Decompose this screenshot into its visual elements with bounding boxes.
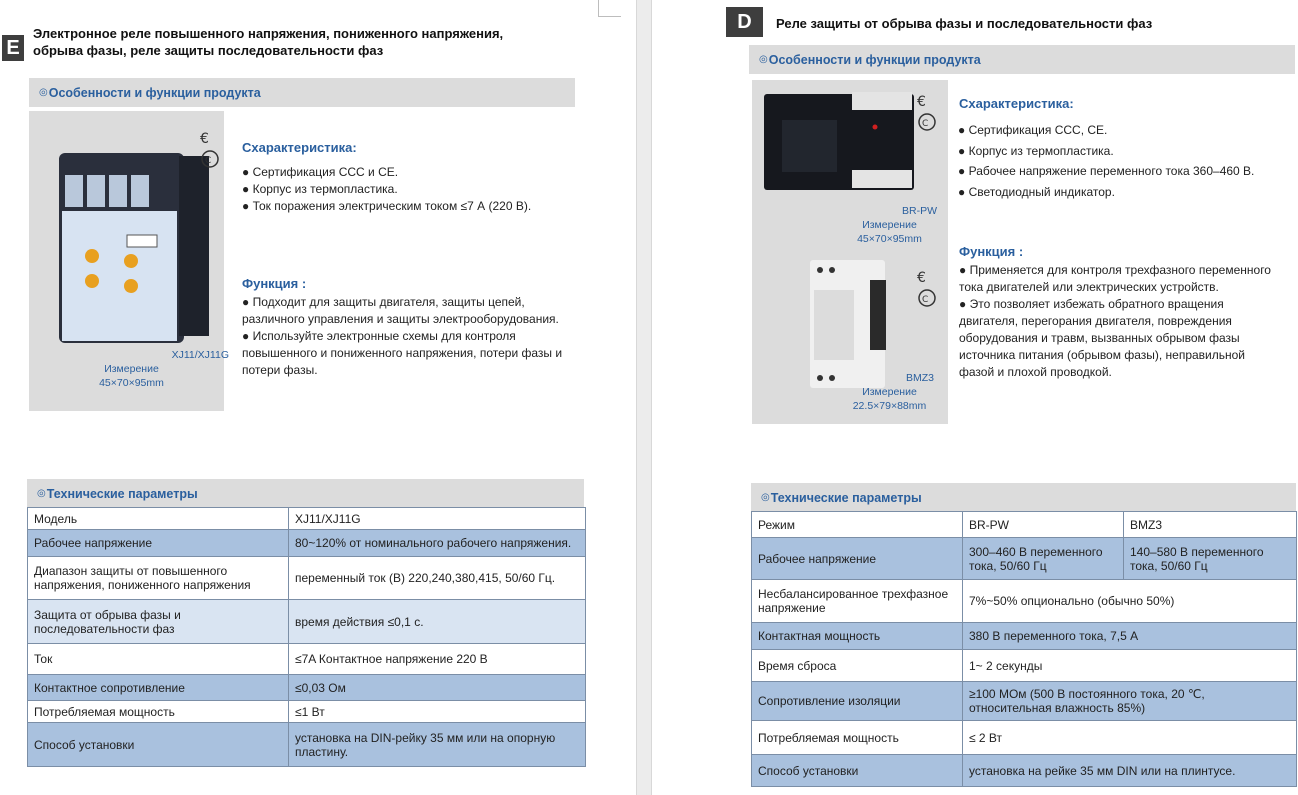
svg-text:C: C <box>205 156 212 166</box>
right-product2-dim-value: 22.5×79×88mm <box>852 400 927 412</box>
svg-text:C: C <box>922 119 929 129</box>
table-row: Несбалансированное трехфазное напряжение 7%~50% опционально (обычно 50%) <box>752 580 1297 623</box>
table-row: Сопротивление изоляции ≥100 МОм (500 В постоянного тока, 20 ℃, относительная влажность 85%) <box>752 682 1297 721</box>
table-row: Модель XJ11/XJ11G <box>28 508 586 530</box>
left-section-title: Электронное реле повышенного напряжения, пониженного напряжения, обрыва фазы, реле защиты последовательности фаз <box>33 26 504 58</box>
circle-mark-icon: ◎ <box>37 488 46 499</box>
table-row: Время сброса 1~ 2 секунды <box>752 650 1297 682</box>
section-badge-e: E <box>2 35 24 61</box>
right-section-title: Реле защиты от обрыва фазы и последовательности фаз <box>776 16 1153 31</box>
list-item: ● Рабочее напряжение переменного тока 360–460 В. <box>958 164 1255 178</box>
left-product-dim-value: 45×70×95mm <box>99 377 164 389</box>
right-function-text: ● Применяется для контроля трехфазного переменного тока двигателей или электрических устройств. ● Это позволяет избежать обратного вращения двигателя, перегорания двигателя, повреждения оборудования и травм, вызванных обрывом фазы источника питания (обрывом фазы), неправильной фазой и плохой проводкой. <box>959 263 1271 379</box>
table-row: Рабочее напряжение 300–460 В переменного тока, 50/60 Гц 140–580 В переменного тока, 50/60 Гц <box>752 538 1297 580</box>
right-function-heading: Функция : <box>959 244 1024 259</box>
left-product-dim-label: Измерение <box>104 363 159 375</box>
circle-mark-icon: ◎ <box>39 87 48 98</box>
ce-ccc-icon <box>199 127 221 173</box>
list-item: ● Светодиодный индикатор. <box>958 184 1115 199</box>
list-item: ● Ток поражения электрическим током ≤7 А (220 В). <box>242 199 532 213</box>
right-product2-dim-label: Измерение <box>862 386 917 398</box>
left-spec-table <box>27 507 586 767</box>
list-item: ● Сертификация CCC, CE. <box>958 123 1108 137</box>
svg-text:C: C <box>922 295 929 305</box>
page-gutter <box>636 0 652 795</box>
right-tech-band: ◎ Технические параметры <box>751 483 1296 512</box>
circle-mark-icon: ◎ <box>761 492 770 503</box>
list-item: ● Корпус из термопластика. <box>958 143 1114 158</box>
table-row: Потребляемая мощность ≤ 2 Вт <box>752 721 1297 755</box>
left-function-text: ● Подходит для защиты двигателя, защиты цепей, различного управления и защиты электрооборудования. ● Используйте электронные схемы для контроля повышенного и пониженного напряжения, потери фазы и потери фазы. <box>242 295 563 377</box>
right-features-band: ◎ Особенности и функции продукта <box>749 45 1295 74</box>
left-function-heading: Функция : <box>242 276 307 291</box>
right-spec-table <box>751 511 1297 787</box>
right-product2-model: BMZ3 <box>905 372 934 384</box>
svg-text:€: € <box>917 270 926 286</box>
svg-text:€: € <box>200 131 209 147</box>
left-characteristics-list <box>242 164 622 215</box>
left-features-band: ◎ Особенности и функции продукта <box>29 78 575 107</box>
table-row: Способ установки установка на рейке 35 мм DIN или на плинтусе. <box>752 755 1297 787</box>
svg-text:€: € <box>917 94 926 110</box>
table-row: Диапазон защиты от повышенного напряжения, пониженного напряжения переменный ток (В) 220,240,380,415, 50/60 Гц. <box>28 557 586 600</box>
right-product-photo <box>752 80 948 424</box>
page-corner-mark <box>598 0 621 17</box>
table-row: Способ установки установка на DIN-рейку 35 мм или на опорную пластину. <box>28 723 586 767</box>
list-item: ● Сертификация CCC и CE. <box>242 165 399 179</box>
right-characteristics-list <box>958 120 1288 202</box>
table-row: Контактная мощность 380 В переменного тока, 7,5 А <box>752 623 1297 650</box>
table-row: Рабочее напряжение 80~120% от номинального рабочего напряжения. <box>28 530 586 557</box>
left-product-photo <box>29 111 229 411</box>
left-product-model: XJ11/XJ11G <box>171 349 229 361</box>
right-characteristics-heading: Схарактеристика: <box>959 96 1074 111</box>
left-characteristics-heading: Схарактеристика: <box>242 140 357 155</box>
right-product1-dim-value: 45×70×95mm <box>857 233 922 245</box>
left-tech-band: ◎ Технические параметры <box>27 479 584 508</box>
table-row: Ток ≤7A Контактное напряжение 220 В <box>28 644 586 675</box>
section-badge-d: D <box>726 7 763 37</box>
table-row: Защита от обрыва фазы и последовательности фаз время действия ≤0,1 с. <box>28 600 586 644</box>
table-row: Контактное сопротивление ≤0,03 Ом <box>28 675 586 701</box>
right-product1-dim-label: Измерение <box>862 219 917 231</box>
table-row: Потребляемая мощность ≤1 Вт <box>28 701 586 723</box>
circle-mark-icon: ◎ <box>759 54 768 65</box>
table-row: Режим BR-PW BMZ3 <box>752 512 1297 538</box>
right-product1-model: BR-PW <box>902 205 937 217</box>
list-item: ● Корпус из термопластика. <box>242 182 398 196</box>
ce-ccc-icon <box>916 90 938 136</box>
ce-ccc-icon <box>916 266 938 312</box>
